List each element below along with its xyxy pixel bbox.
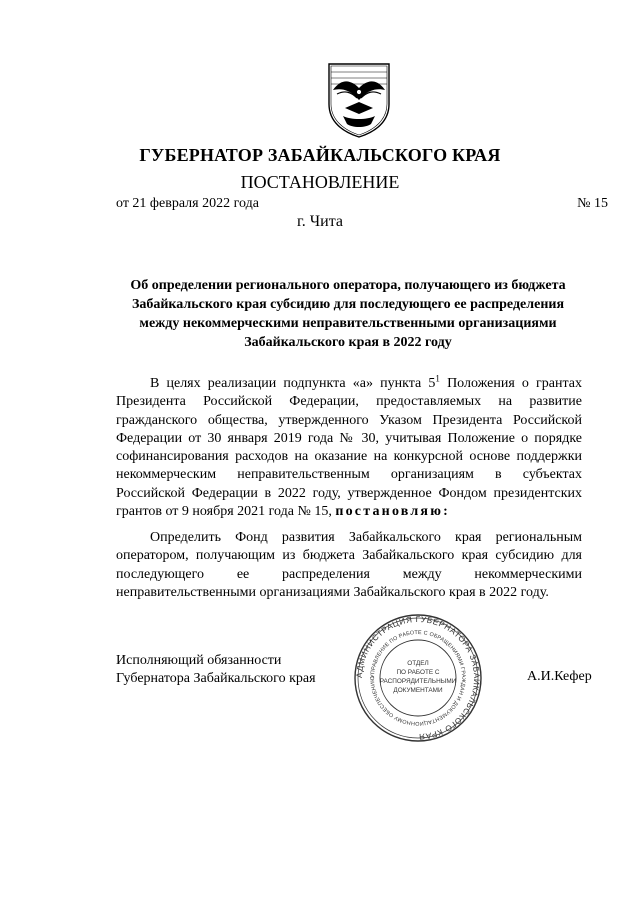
coat-of-arms-icon	[323, 60, 395, 140]
preamble-text-rest: Положения о грантах Президента Российской Федерации, предоставляемых на развитие гражданского общества, утвержденного Указом Президента Российской Федерации от 30 января 2019 года № 30, учитывая Положение о порядке софинансирования расходов на оказание на конкурсной основе поддержки некоммерческим неправительственным организациям в субъектах Российской Федерации в 2022 году, утвержденное Фондом президентских грантов от 9 ноября 2021 года № 15,	[116, 376, 583, 520]
document-city: г. Чита	[296, 213, 343, 230]
signatory-role-line: Исполняющий обязанности	[116, 653, 282, 668]
subject-line: между некоммерческими неправительственными организациями	[139, 316, 557, 331]
signatory-name: А.И.Кефер	[527, 669, 592, 684]
superscript-mark: 1	[435, 373, 440, 384]
stamp-outer-text: АДМИНИСТРАЦИЯ ГУБЕРНАТОРА ЗАБАЙКАЛЬСКОГО КРАЯ	[354, 614, 482, 742]
stamp-center-line: ПО РАБОТЕ С	[396, 669, 440, 676]
document-date: от 21 февраля 2022 года	[116, 196, 259, 211]
stamp-inner-text: УПРАВЛЕНИЕ ПО РАБОТЕ С ОБРАЩЕНИЯМИ ГРАЖДАН И ДОКУМЕНТАЦИОННОМУ ОБЕСПЕЧЕНИЮ	[369, 629, 467, 727]
decree-word: постановляю:	[335, 504, 450, 520]
document-type: ПОСТАНОВЛЕНИЕ	[240, 172, 400, 192]
signatory-role	[116, 652, 316, 688]
signatory-role-line: Губернатора Забайкальского края	[116, 671, 316, 686]
operative-text: Определить Фонд развития Забайкальского края региональным оператором, получающим из бюджета Забайкальского края субсидию для последующего ее распределения между некоммерческими неправительственными организациями Забайкальского края в 2022 году.	[116, 530, 582, 600]
operative-paragraph	[116, 529, 582, 602]
preamble-text: В целях реализации подпункта «а» пункта 5	[150, 376, 436, 391]
subject-line: Забайкальского края в 2022 году	[244, 335, 452, 350]
stamp-center-line: РАСПОРЯДИТЕЛЬНЫМИ	[379, 678, 457, 685]
preamble-paragraph	[116, 375, 582, 521]
stamp-center-line: ОТДЕЛ	[407, 660, 429, 667]
authority-title: ГУБЕРНАТОР ЗАБАЙКАЛЬСКОГО КРАЯ	[139, 145, 501, 165]
subject-line: Об определении регионального оператора, получающего из бюджета	[130, 278, 566, 293]
stamp-center-line: ДОКУМЕНТАМИ	[393, 687, 443, 694]
subject-line: Забайкальского края субсидию для последующего ее распределения	[131, 297, 565, 312]
official-stamp	[353, 613, 483, 743]
document-subject	[112, 276, 584, 352]
document-number: № 15	[577, 196, 608, 211]
